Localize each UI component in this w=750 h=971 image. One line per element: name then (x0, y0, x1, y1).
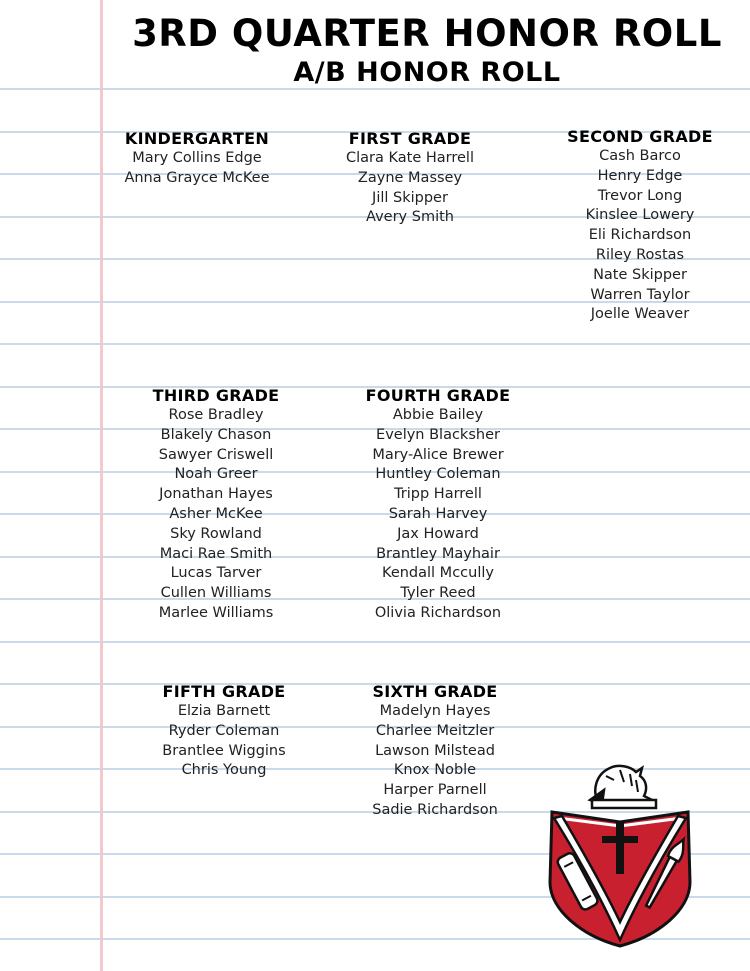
student-name: Chris Young (181, 762, 267, 779)
student-name: Warren Taylor (590, 286, 690, 303)
student-name: Brantlee Wiggins (162, 742, 286, 759)
student-name: Joelle Weaver (590, 306, 690, 323)
student-name: Eli Richardson (588, 227, 692, 244)
student-name: Harper Parnell (383, 782, 487, 799)
student-name: Rose Bradley (168, 407, 264, 423)
student-name: Sarah Harvey (388, 505, 488, 522)
rule-line (0, 343, 750, 345)
student-name: Knox Noble (393, 762, 477, 779)
student-name: Zayne Massey (357, 169, 463, 186)
student-name: Asher McKee (169, 505, 263, 522)
rule-line (0, 88, 750, 90)
student-name: Blakely Chason (160, 426, 272, 443)
student-name: Cash Barco (599, 148, 681, 164)
grade-section (330, 129, 490, 228)
student-name: Anna Grayce McKee (124, 169, 270, 186)
student-name: Kinslee Lowery (585, 207, 695, 224)
student-name: Mary Collins Edge (132, 150, 262, 166)
eagle-crest-icon (540, 760, 700, 950)
student-list (560, 147, 720, 325)
student-name: Noah Greer (174, 466, 258, 483)
student-name: Sadie Richardson (372, 801, 498, 818)
student-list (144, 702, 304, 781)
student-name: Nate Skipper (593, 266, 687, 283)
student-name: Henry Edge (597, 167, 683, 184)
student-name: Mary-Alice Brewer (372, 446, 504, 463)
rule-line (0, 641, 750, 643)
student-name: Sawyer Criswell (158, 446, 274, 463)
student-name: Cullen Williams (160, 585, 272, 602)
student-name: Clara Kate Harrell (346, 150, 474, 166)
grade-heading: SIXTH GRADE (372, 682, 498, 701)
grade-section (355, 682, 515, 821)
student-name: Riley Rostas (595, 246, 685, 263)
student-name: Abbie Bailey (392, 407, 484, 423)
grade-heading: FOURTH GRADE (365, 386, 511, 405)
eagle-head (590, 766, 656, 808)
student-name: Ryder Coleman (168, 722, 280, 739)
student-name: Charlee Meitzler (375, 722, 495, 739)
student-name: Jonathan Hayes (159, 486, 273, 503)
grade-section (144, 682, 304, 781)
margin-line (100, 0, 103, 971)
grade-heading: KINDERGARTEN (124, 129, 270, 148)
student-name: Avery Smith (366, 209, 454, 226)
student-name: Trevor Long (597, 187, 683, 204)
student-name: Tyler Reed (400, 585, 476, 602)
student-name: Marlee Williams (158, 604, 274, 621)
student-name: Madelyn Hayes (379, 703, 491, 719)
grade-heading: THIRD GRADE (152, 386, 280, 405)
student-name: Sky Rowland (170, 525, 262, 542)
student-name: Maci Rae Smith (159, 545, 273, 562)
student-list (112, 149, 282, 189)
student-name: Olivia Richardson (374, 604, 502, 621)
page-subtitle: A/B HONOR ROLL (293, 57, 561, 88)
grade-heading: SECOND GRADE (567, 127, 713, 146)
grade-section (112, 129, 282, 189)
student-name: Lawson Milstead (375, 742, 495, 759)
student-name: Huntley Coleman (375, 466, 501, 483)
student-name: Jax Howard (397, 525, 479, 542)
student-name: Lucas Tarver (170, 565, 262, 582)
grade-heading: FIRST GRADE (348, 129, 472, 148)
grade-section (136, 386, 296, 624)
grade-section (358, 386, 518, 624)
page-title: 3RD QUARTER HONOR ROLL (132, 12, 722, 55)
student-name: Kendall Mccully (382, 565, 494, 582)
student-name: Evelyn Blacksher (376, 426, 500, 443)
grade-section (560, 127, 720, 325)
student-name: Elzia Barnett (177, 703, 271, 719)
student-list (358, 406, 518, 624)
student-list (355, 702, 515, 821)
student-list (330, 149, 490, 228)
student-list (136, 406, 296, 624)
student-name: Jill Skipper (372, 189, 448, 206)
grade-heading: FIFTH GRADE (162, 682, 286, 701)
student-name: Brantley Mayhair (376, 545, 500, 562)
student-name: Tripp Harrell (394, 486, 482, 503)
